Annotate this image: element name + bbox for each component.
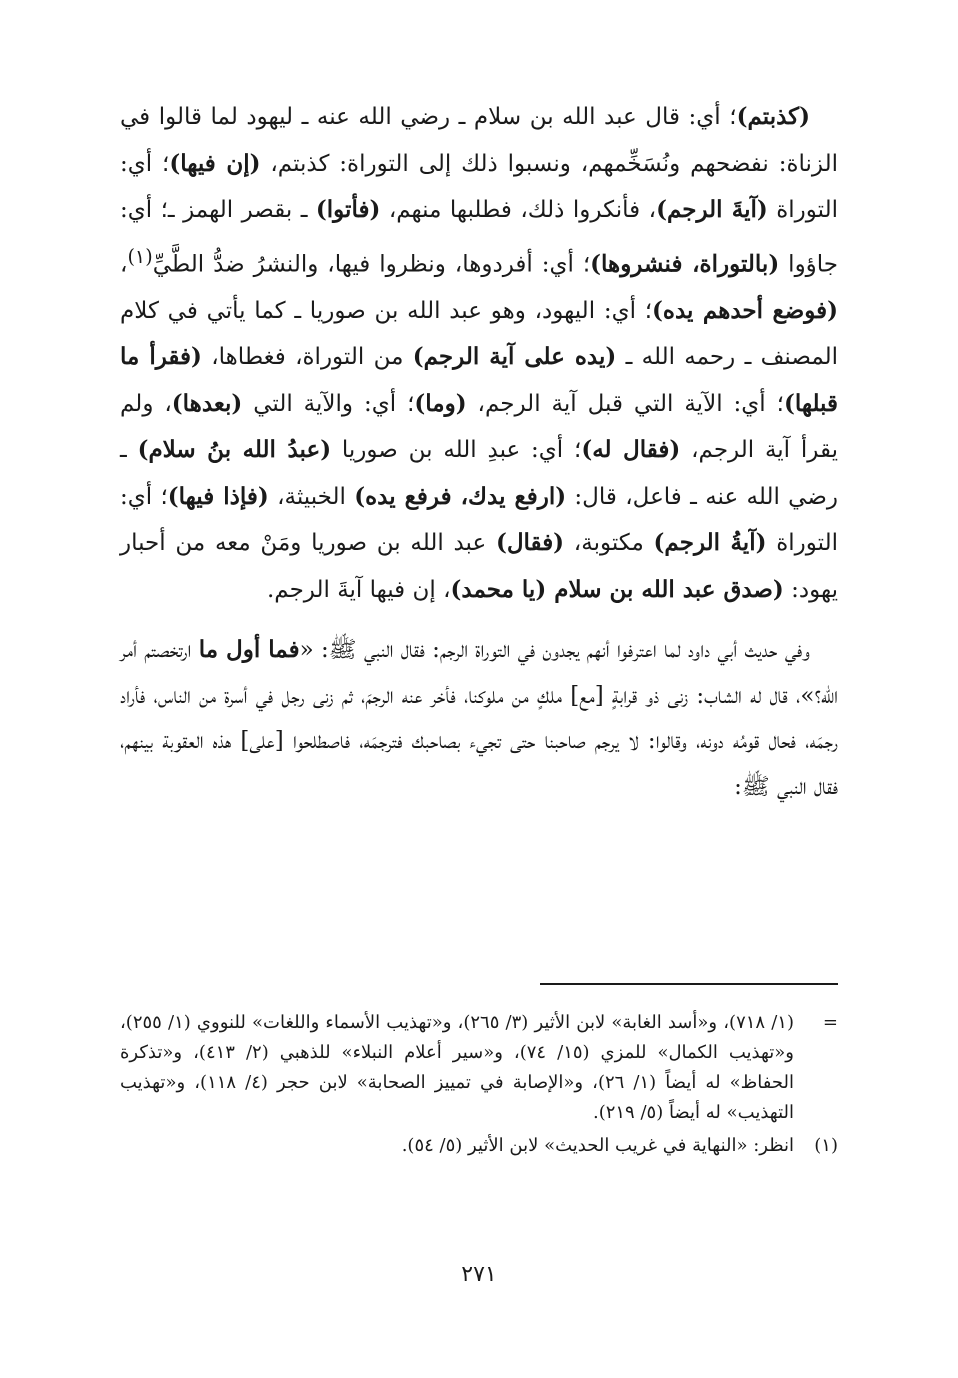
commentary-text: ، <box>120 251 128 278</box>
quoted-text: (صدق عبد الله بن سلام (يا محمد) <box>450 575 784 603</box>
commentary-text: ؛ أي: عبدِ الله بن صوريا <box>331 437 582 464</box>
footnote-text: انظر: «النهاية في غريب الحديث» لابن الأثير (٥/ ٥٤). <box>401 1135 794 1156</box>
commentary-text: ؛ أي: التوراة <box>120 150 838 223</box>
commentary-text: ؛ أي: والآية التي <box>242 390 415 417</box>
quoted-text: (كذبتم) <box>736 103 810 130</box>
commentary-text: ؛ أي: أفردوها، ونظروا فيها، والنشرُ ضدُّ الطَّيِّ <box>152 251 591 278</box>
footnote-continuation <box>120 1008 838 1128</box>
paragraph-2 <box>120 627 838 810</box>
commentary-text: ؛ أي: قال عبد الله بن سلام ـ رضي الله عنه ـ ليهود لما قالوا في الزناة: نفضحهم ونُسَخِّمهم، ونسبوا ذلك إلى التوراة: كذبتم، <box>120 104 838 177</box>
quoted-text: (فقال له) <box>581 436 681 464</box>
quoted-text: (آيةُ الرجم) <box>653 529 767 557</box>
commentary-text: ، ولم يقرأ آية الرجم، <box>120 390 838 464</box>
quoted-text: (ارفع يدك، فرفع يده) <box>354 482 567 510</box>
paragraph-1 <box>120 94 838 613</box>
footnote-marker: = <box>822 1012 838 1033</box>
commentary-text: ؛ أي: اليهود، وهو عبد الله بن صوريا ـ كما يأتي في كلام المصنف ـ رحمه الله ـ <box>120 297 839 371</box>
commentary-text: عبد الله بن صوريا ومَنْ معه من أحبار يهود: <box>120 530 838 603</box>
quoted-text: (عبدُ الله بنُ سلام) <box>137 436 332 464</box>
quoted-text: (وما) <box>414 389 467 417</box>
footnote-1 <box>120 1131 838 1161</box>
commentary-text: ـ بقصر الهمز ـ؛ أي: جاؤوا <box>120 197 839 278</box>
quoted-text: (آيةَ الرجم) <box>656 196 768 223</box>
quoted-text: (فقرأ ما قبلها) <box>120 343 838 417</box>
commentary-text: ـ رضي الله عنه ـ فاعل، قال: <box>120 437 838 510</box>
quoted-text: (بالتوراة، فنشروها) <box>590 250 780 278</box>
footnote-marker: (١) <box>814 1135 838 1156</box>
main-text <box>120 94 838 810</box>
quoted-text: (إن فيها) <box>169 149 261 177</box>
footnotes <box>120 1008 838 1161</box>
page-number: ٢٧١ <box>461 1262 497 1287</box>
quoted-text: (بعدها) <box>171 389 243 417</box>
footnote-text: (١/ ٧١٨)، و«أسد الغابة» لابن الأثير (٣/ ٢٦٥)، و«تهذيب الأسماء واللغات» للنووي (١/ ٢٥٥)، و«تهذيب الكمال» للمزي (١٥/ ٧٤)، و«سير أعلام النبلاء» للذهبي (٢/ ٤١٣)، و«تذكرة الحفاظ» له أيضاً (١/ ٢٦)، و«الإصابة في تمييز الصحابة» لابن حجر (٤/ ١١٨)، و«تهذيب التهذيب» له أيضاً (٥/ ٢١٩). <box>120 1012 794 1123</box>
quoted-text: (يده على آية الرجم) <box>412 343 617 371</box>
commentary-text: ؛ أي: الآية التي قبل آية الرجم، <box>466 390 784 417</box>
quoted-text: (فأتوا) <box>315 196 381 223</box>
quoted-text: فما أول ما <box>198 636 300 664</box>
commentary-text: من التوراة، فغطاها، <box>201 344 413 371</box>
commentary-text: مكتوبة، <box>564 530 654 557</box>
commentary-text: الخبيثة، <box>268 483 355 510</box>
quoted-text: (فإذا فيها) <box>167 482 269 510</box>
commentary-text: وفي حديث أبي داود لما اعترفوا أنهم يجدون في التوراة الرجم: فقال النبي ﷺ: « <box>299 637 810 664</box>
commentary-text: ، إن فيها آيةَ الرجم. <box>266 576 451 603</box>
commentary-text: ، فأنكروا ذلك، فطلبها منهم، <box>380 197 657 223</box>
commentary-text: ارتخصتم أمر الله؟»، قال له الشاب: زنى ذو قرابةٍ [مع] ملكٍ من ملوكنا، فأخر عنه الرجمَ، ثم زنى رجل في أسرة من الناس، فأراد رجمَه، فحال قومُه دونه، وقالوا: لا يرجم صاحبنا حتى تجيء بصاحبك فترجمَه، فاصطلحوا [على] هذه العقوبة بينهم، فقال النبي ﷺ: <box>120 637 838 800</box>
commentary-text: ؛ أي: التوراة <box>120 483 838 557</box>
quoted-text: (فقال) <box>495 529 565 557</box>
footnote-reference: (١) <box>127 244 153 268</box>
footnote-divider <box>540 983 838 985</box>
quoted-text: (فوضع أحدهم يده) <box>652 296 838 324</box>
